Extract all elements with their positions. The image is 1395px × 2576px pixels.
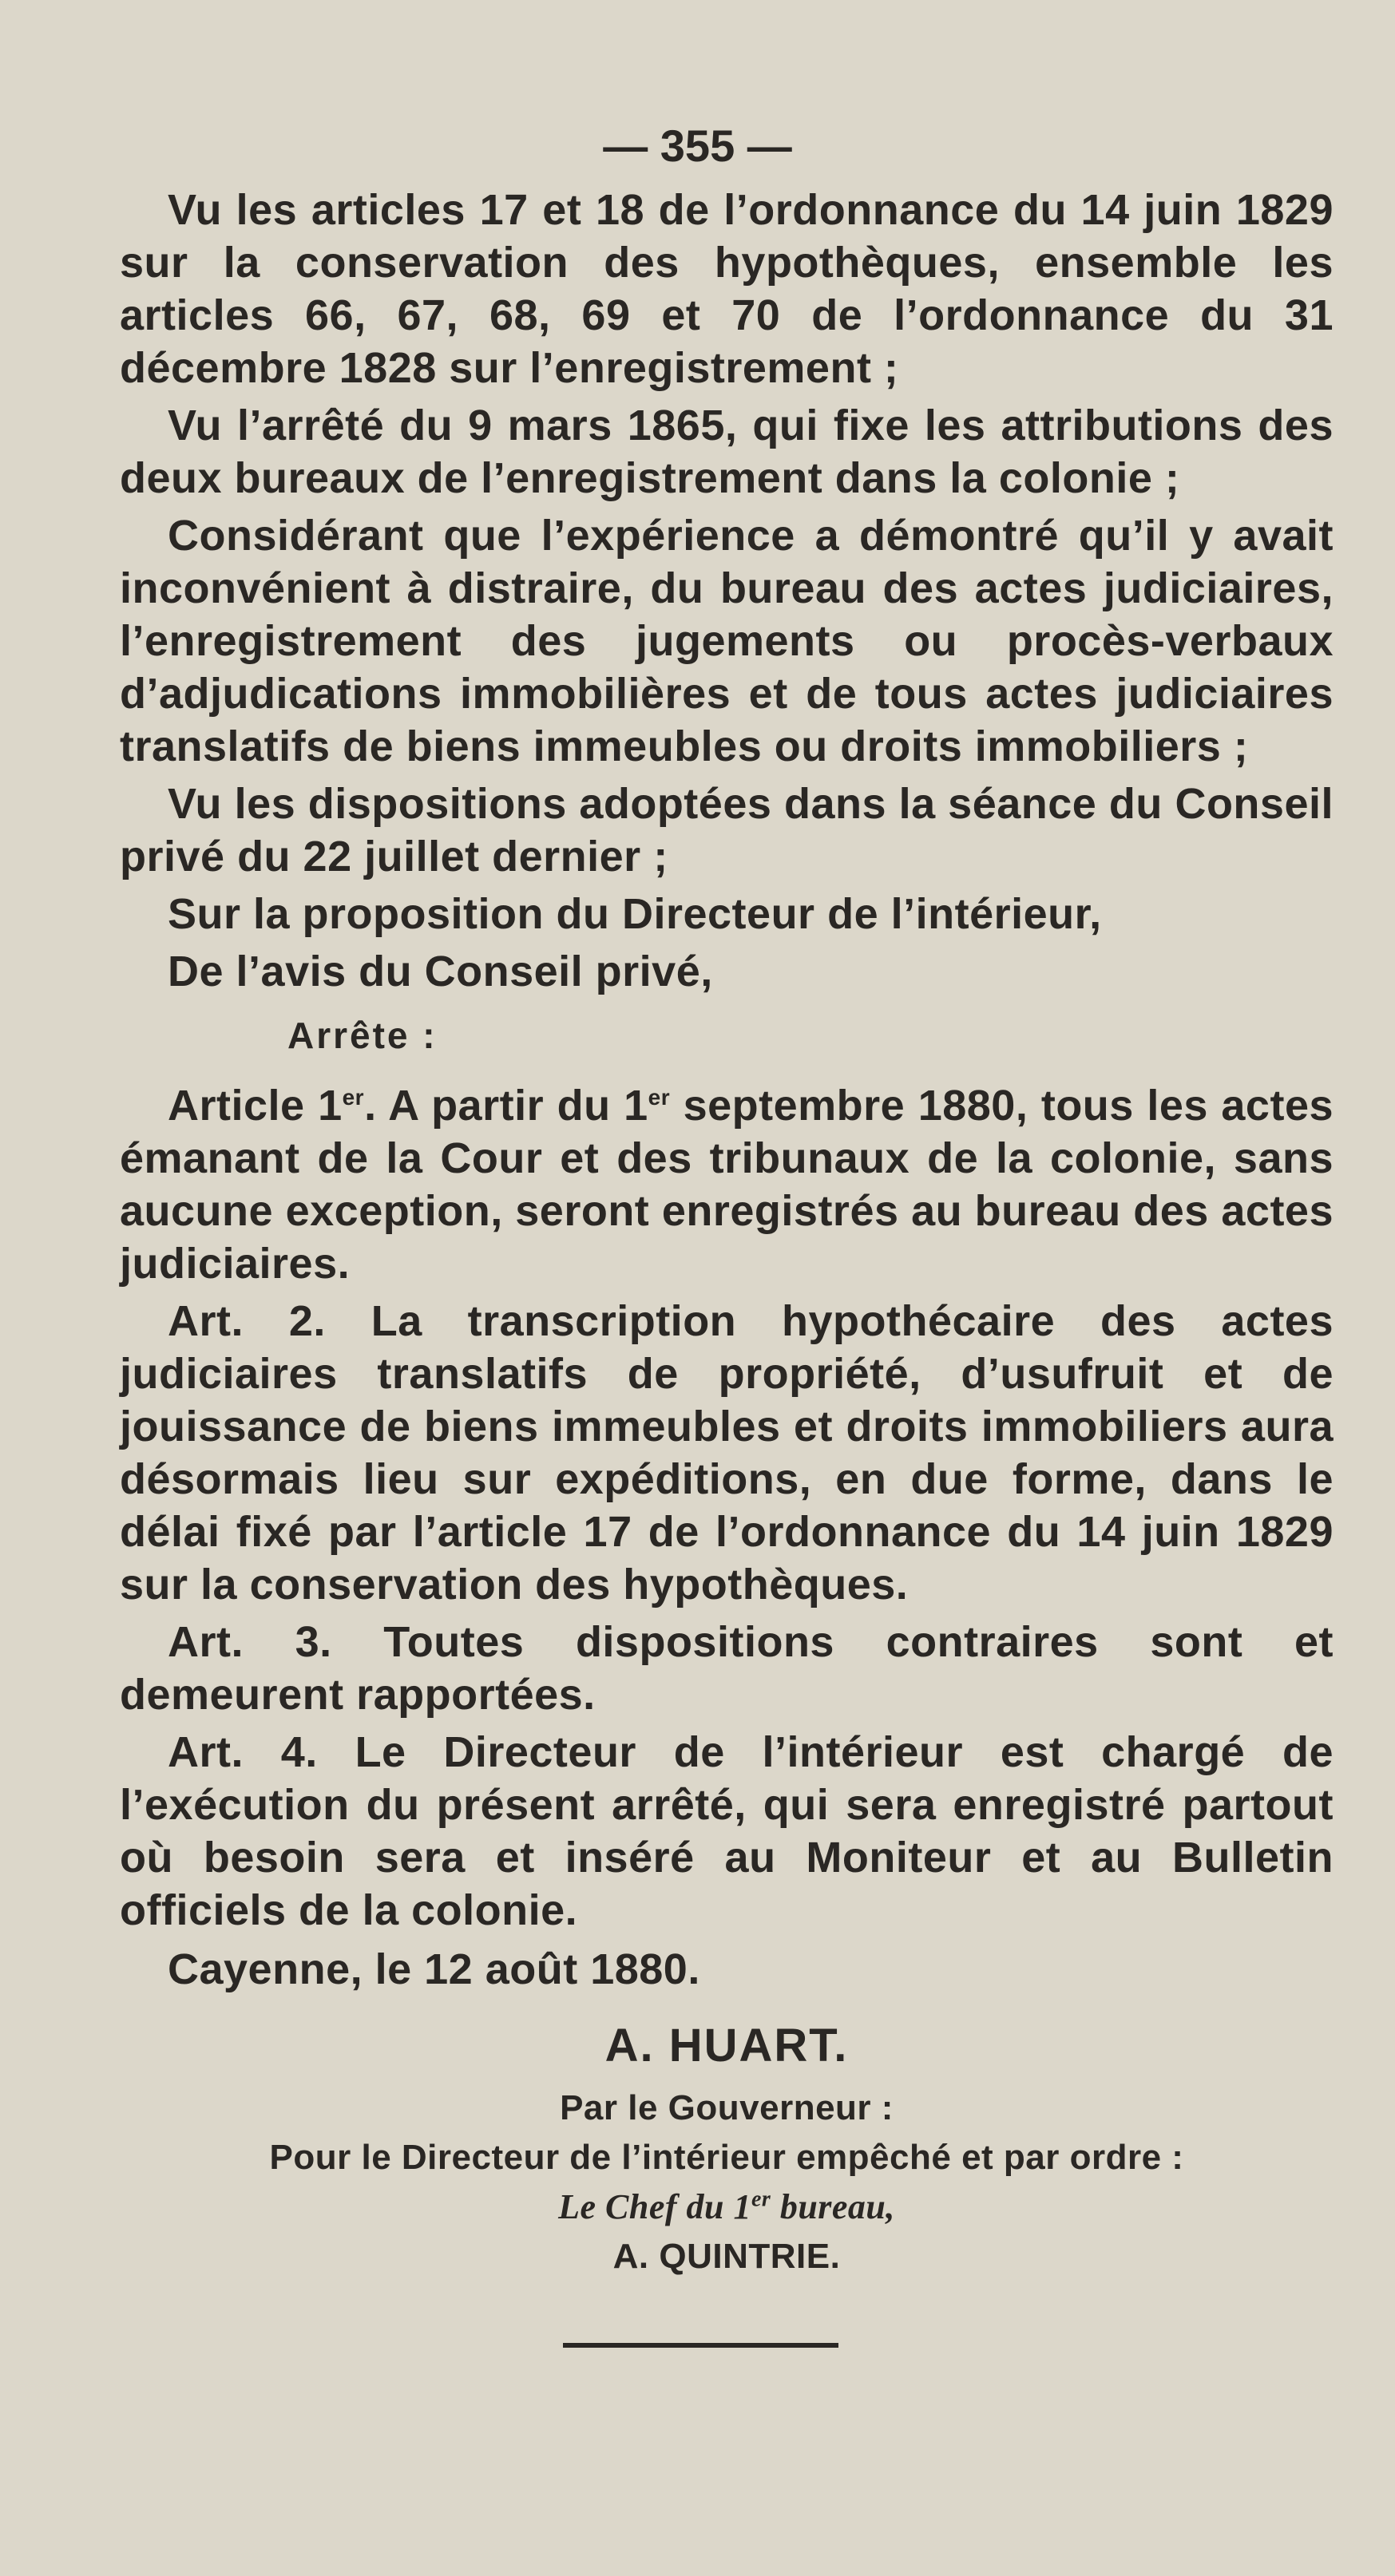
article-2: Art. 2. La transcription hypothécaire des actes judiciaires translatifs de propriété, d’usufruit et de jouissance de biens immeubles et droits immobiliers aura désormais lieu sur expéditions, en due forme, dans le délai fixé par l’article 17 de l’ordonnance du 14 juin 1829 sur la conservation des hypothèques. (120, 1297, 1334, 1609)
place-date: Cayenne, le 12 août 1880. (168, 1945, 700, 1993)
signature-line-3 (120, 2182, 1334, 2232)
signature-line-3-rest: bureau, (771, 2187, 895, 2226)
article-1 (120, 1079, 1334, 1290)
paragraph-vu-articles: Vu les articles 17 et 18 de l’ordonnance du 14 juin 1829 sur la conservation des hypothèques, ensemble les articles 66, 67, 68, 69 et 70 de l’ordonnance du 31 décembre 1828 sur l’enregistrement ; (120, 186, 1334, 392)
signature-line-2: Pour le Directeur de l’intérieur empêché et par ordre : (269, 2138, 1184, 2177)
document-body (120, 184, 1334, 2281)
article-1-lead: Article 1 (168, 1082, 343, 1130)
article-1-mid: . A partir du 1 (364, 1082, 648, 1130)
page-number: — 355 — (603, 121, 792, 171)
paragraph-avis: De l’avis du Conseil privé, (168, 948, 713, 995)
article-1-superscript: er (342, 1085, 365, 1110)
article-3: Art. 3. Toutes dispositions contraires sont et demeurent rapportées. (120, 1618, 1334, 1719)
signature-line-3-superscript: er (751, 2186, 771, 2212)
signature-block (120, 2020, 1334, 2281)
closing-rule (563, 2343, 838, 2348)
signature-line-4: A. QUINTRIE. (612, 2237, 841, 2276)
arrete-heading: Arrête : (287, 1015, 438, 1056)
paragraph-vu-dispositions: Vu les dispositions adoptées dans la séance du Conseil privé du 22 juillet dernier ; (120, 780, 1334, 880)
paragraph-vu-arrete: Vu l’arrêté du 9 mars 1865, qui fixe les attributions des deux bureaux de l’enregistrement dans la colonie ; (120, 402, 1334, 502)
signature-name: A. HUART. (604, 2020, 849, 2071)
signature-line-3-lead: Le Chef du 1 (558, 2187, 751, 2226)
article-4: Art. 4. Le Directeur de l’intérieur est chargé de l’exécution du présent arrêté, qui sera enregistré partout où besoin sera et inséré au Moniteur et au Bulletin officiels de la colonie. (120, 1728, 1334, 1934)
article-1-superscript-2: er (648, 1085, 671, 1110)
paragraph-considerant: Considérant que l’expérience a démontré qu’il y avait inconvénient à distraire, du bureau des actes judiciaires, l’enregistrement des jugements ou procès-verbaux d’adjudications immobilières et de tous actes judiciaires translatifs de biens immeubles ou droits immobiliers ; (120, 512, 1334, 770)
article-1-rest: septembre 1880, tous les actes émanant de la Cour et des tribunaux de la colonie, sans aucune exception, seront enregistrés au bureau des actes judiciaires. (120, 1082, 1334, 1288)
paragraph-proposition: Sur la proposition du Directeur de l’intérieur, (168, 890, 1102, 938)
signature-line-1: Par le Gouverneur : (560, 2088, 894, 2127)
